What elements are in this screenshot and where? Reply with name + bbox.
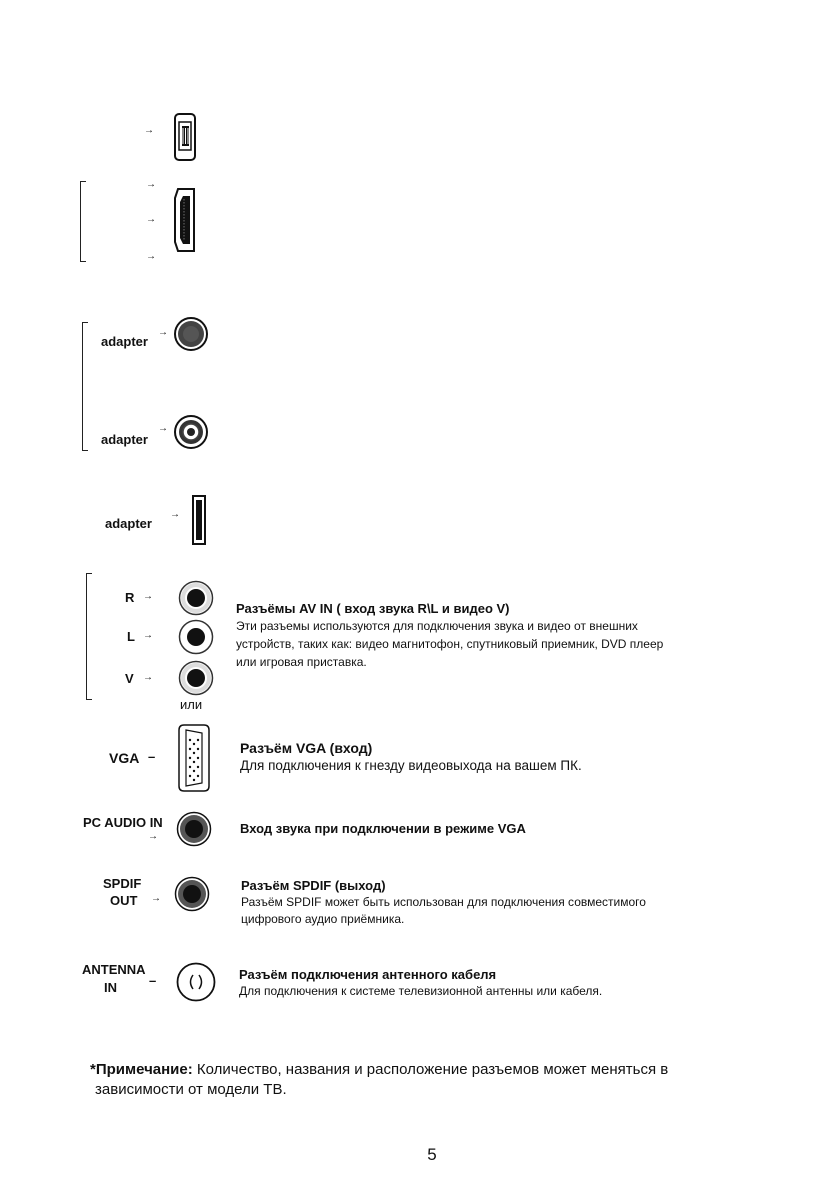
av-in-description [236,600,756,671]
footnote-bold: *Примечание: [90,1061,193,1078]
hdmi-group-bracket [80,181,86,262]
adapter-group-bracket [82,322,88,451]
hdmi-arrow-1: → [146,179,156,190]
av-l-label: L [127,629,135,644]
adapter-arrow-2: → [158,423,168,434]
antenna-label-line1: ANTENNA [82,962,146,977]
av-in-line-3: или игровая приставка. [236,655,367,669]
spdif-jack-icon [174,876,210,912]
av-r-arrow: → [143,591,153,602]
page-number: 5 [427,1145,437,1164]
adapter-arrow-3: → [170,509,180,520]
av-v-label: V [125,671,134,686]
usb-arrow: → [144,125,154,136]
scart-slot-icon [192,495,206,545]
footnote [90,1060,770,1100]
av-l-arrow: → [143,630,153,641]
spdif-description [241,877,747,928]
vga-dash: – [148,749,156,764]
hdmi-port-icon [174,188,196,252]
rca-jack-icon [174,414,208,450]
ili-label: или [180,697,203,712]
av-r-label: R [125,590,135,605]
antenna-dash: – [149,973,157,988]
av-r-jack-icon [178,580,214,616]
spdif-arrow: → [151,893,161,904]
antenna-title: Разъём подключения антенного кабеля [239,967,497,982]
footnote-text-1: Количество, названия и расположение разъемов может меняться в [192,1061,669,1078]
antenna-label-line2: IN [104,980,117,995]
av-in-line-1: Эти разъемы используются для подключения звука и видео от внешних [236,619,638,633]
usb-port-icon [174,113,196,161]
pc-audio-arrow: → [148,831,158,842]
hdmi-arrow-2: → [146,214,156,225]
vga-desc: Для подключения к гнезду видеовыхода на вашем ПК. [240,758,582,773]
adapter-label-3: adapter [105,516,152,531]
spdif-label-line2: OUT [110,893,138,908]
adapter-arrow-1: → [158,327,168,338]
spdif-label-line1: SPDIF [103,876,142,891]
av-in-group-bracket [86,573,92,700]
av-in-line-2: устройств, таких как: видео магнитофон, спутниковый приемник, DVD плеер [236,637,664,651]
footnote-line-1 [90,1060,770,1080]
antenna-desc: Для подключения к системе телевизионной антенны или кабеля. [239,984,603,998]
adapter-label-2: adapter [101,432,148,447]
av-v-jack-icon [178,660,214,696]
pc-audio-in-label: PC AUDIO IN [83,815,163,830]
footnote-text-2: зависимости от модели ТВ. [95,1081,287,1098]
av-in-title: Разъёмы AV IN ( вход звука R\L и видео V) [236,601,510,616]
antenna-description [239,966,759,999]
adapter-label-1: adapter [101,334,148,349]
vga-port-icon [178,724,210,792]
vga-label: VGA [109,750,140,766]
spdif-title: Разъём SPDIF (выход) [241,878,386,893]
antenna-connector-icon [176,962,216,1002]
hdmi-arrow-3: → [146,251,156,262]
av-v-arrow: → [143,672,153,683]
spdif-line-1: Разъём SPDIF может быть использован для подключения совместимого [241,895,646,909]
vga-title: Разъём VGA (вход) [240,740,373,756]
mini-jack-icon [174,317,208,351]
spdif-line-2: цифрового аудио приёмника. [241,912,405,926]
av-l-jack-icon [178,619,214,655]
vga-description [240,740,740,775]
pc-audio-title: Вход звука при подключении в режиме VGA [240,821,526,836]
pc-audio-jack-icon [176,811,212,847]
